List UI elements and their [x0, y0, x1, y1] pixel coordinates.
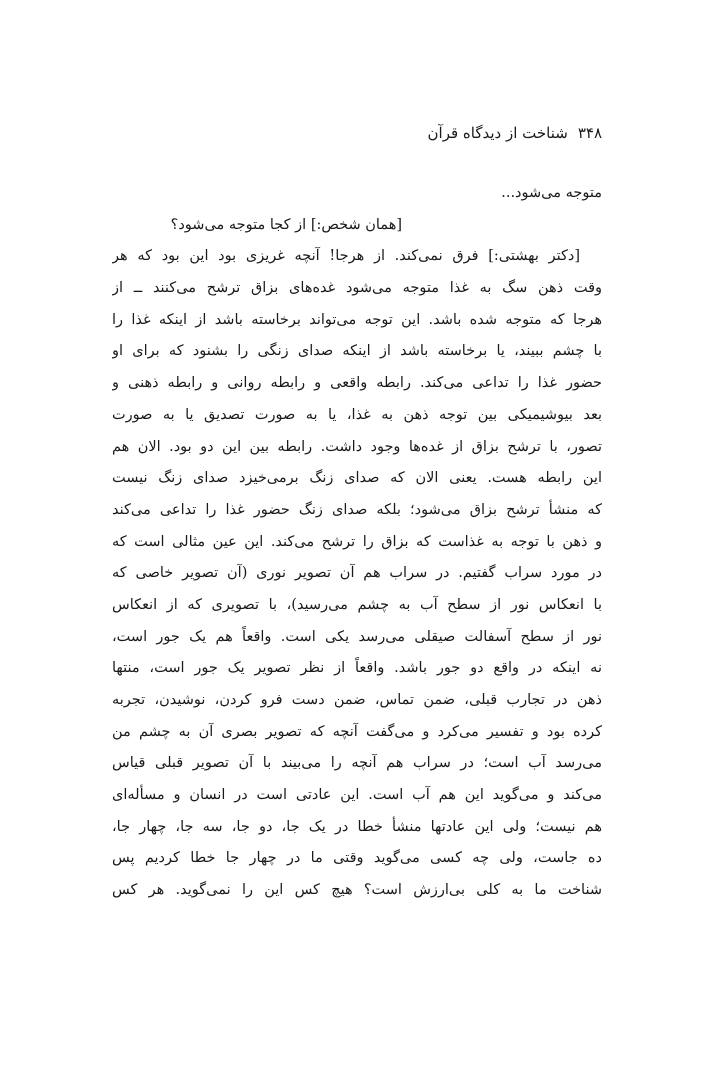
running-header [112, 118, 602, 148]
text-line: هم نیست؛ ولی این عادتها منشأ خطا در یک جا، دو جا، سه جا، چهار جا، [112, 818, 602, 835]
text-line: کرده بود و تفسیر می‌کرد و می‌گفت آنچه که تصویر بصری آن به چشم من [112, 723, 602, 740]
text-line: بعد بیوشیمیکی بین توجه ذهن به غذا، یا به صورت تصدیق یا به صورت [112, 406, 602, 423]
text-line: که منشأ ترشح بزاق می‌شود؛ بلکه صدای زنگ حضور غذا را تداعی می‌کند [112, 501, 602, 518]
text-line: ده جاست، ولی چه کسی می‌گوید وقتی ما در چهار جا خطا کردیم پس [112, 850, 602, 867]
text-line: تصور، با ترشح بزاق از غده‌ها وجود داشت. رابطه بین این دو بود. الان هم [112, 438, 602, 455]
text-line: شناخت ما به کلی بی‌ارزش است؟ هیچ کس این را نمی‌گوید. هر کس [112, 882, 602, 899]
text-line: می‌کند و می‌گوید این هم آب است. این عادتی است در انسان و مسأله‌ای [112, 787, 602, 804]
text-line: هرجا که متوجه شده باشد. این توجه می‌تواند برخاسته باشد از اینکه غذا را [112, 311, 602, 328]
body-text [112, 178, 602, 907]
text-line: می‌رسد آب است؛ در سراب هم آنچه را می‌بیند با آن تصویر قبلی قیاس [112, 755, 602, 772]
book-page [112, 118, 602, 907]
text-line: با چشم ببیند، یا برخاسته باشد از اینکه صدای زنگی را بشنود که برای او [112, 343, 602, 360]
text-line: وقت ذهن سگ به غذا متوجه می‌شود غده‌های بزاق ترشح می‌کنند ــ از [112, 280, 602, 297]
text-line: و ذهن با توجه به غذاست که بزاق را ترشح می‌کند. این عین مثالی است که [112, 533, 602, 550]
text-line: ذهن در تجارب قبلی، ضمن تماس، ضمن دست فرو کردن، نوشیدن، تجربه [112, 692, 602, 708]
text-line: با انعکاس نور از سطح آب به چشم می‌رسید)، با تصویری که از انعکاس [112, 596, 602, 613]
text-line: نور از سطح آسفالت صیقلی می‌رسد یکی است. واقعاً هم یک جور است، [112, 628, 602, 645]
text-line: نه اینکه در واقع دو جور باشد. واقعاً از نظر تصویر یک جور است، منتها [112, 660, 602, 677]
text-line: این رابطه هست. یعنی الان که صدای زنگ برمی‌خیزد صدای زنگ نیست [112, 470, 602, 487]
text-line: [دکتر بهشتی:] فرق نمی‌کند. از هرجا! آنچه غریزی بود این بود که هر [112, 248, 580, 265]
text-line: متوجه می‌شود... [501, 185, 602, 201]
text-line: [همان شخص:] از کجا متوجه می‌شود؟ [170, 216, 402, 233]
text-line: در مورد سراب گفتیم. در سراب هم آن تصویر نوری (آن تصویر خاصی که [112, 565, 602, 582]
book-title: شناخت از دیدگاه قرآن [427, 124, 568, 142]
text-line: حضور غذا را تداعی می‌کند. رابطه واقعی و رابطه روانی و رابطه ذهنی و [112, 375, 602, 392]
page-number: ۳۴۸ [577, 124, 602, 142]
